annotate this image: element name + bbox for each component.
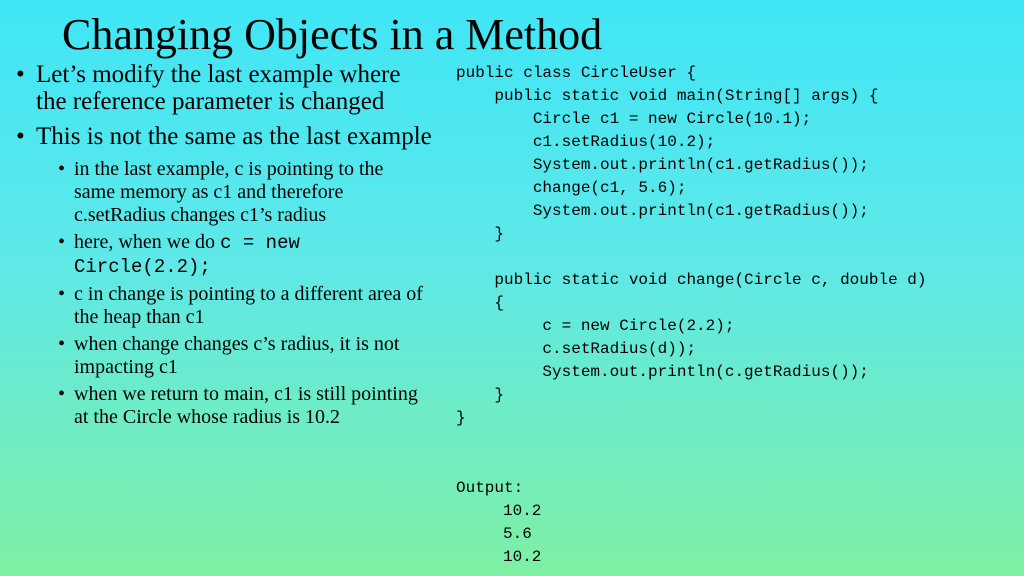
sub-bullet-item [16,158,424,227]
sub-bullet-text: when change changes c’s radius, it is not impacting c1 [74,333,400,378]
bullet-text: This is not the same as the last example [36,123,432,150]
bullet-list [16,61,436,433]
slide-title: Changing Objects in a Method [62,10,603,59]
code-line: } [456,225,505,243]
bullet-dot-icon: • [58,283,66,305]
sub-bullet-text: when we return to main, c1 is still pointing at the Circle whose radius is 10.2 [74,383,418,428]
bullet-dot-icon: • [58,383,66,405]
bullet-dot-icon: • [16,61,25,88]
bullet-item [16,61,436,115]
bullet-dot-icon: • [58,231,66,253]
code-line: Circle c1 = new Circle(10.1); [456,110,812,128]
bullet-dot-icon: • [58,158,66,180]
code-line: c1.setRadius(10.2); [456,133,716,151]
sub-bullet-text: c in change is pointing to a different area of the heap than c1 [74,283,423,328]
code-line: { [456,294,505,312]
bullet-dot-icon: • [16,123,25,150]
code-line: } [456,409,466,427]
sub-bullet-item [16,333,424,379]
code-line: System.out.println(c.getRadius()); [456,363,869,381]
sub-bullet-text: here, when we do [74,231,221,253]
inline-code: c = new Circle(2.2); [74,232,300,278]
code-line: } [456,386,505,404]
code-line: public class CircleUser { [456,64,697,82]
code-line: change(c1, 5.6); [456,179,687,197]
sub-bullet-item [16,283,424,329]
sub-bullet-list [16,158,436,429]
code-line: c = new Circle(2.2); [456,317,735,335]
sub-bullet-item [16,231,424,279]
output-value: 10.2 [503,502,542,520]
code-line: c.setRadius(d)); [456,340,697,358]
output-block [456,477,541,569]
bullet-item [16,123,436,150]
output-value: 10.2 [503,548,542,566]
code-line: System.out.println(c1.getRadius()); [456,156,869,174]
bullet-text: Let’s modify the last example where the reference parameter is changed [36,61,401,115]
sub-bullet-text: in the last example, c is pointing to the same memory as c1 and therefore c.setRadius changes c1’s radius [74,158,384,226]
code-block [456,62,926,430]
code-line: public static void change(Circle c, double d) [456,271,927,289]
output-value: 5.6 [503,525,532,543]
sub-bullet-item [16,383,424,429]
bullet-dot-icon: • [58,333,66,355]
code-line: public static void main(String[] args) { [456,87,879,105]
code-line: System.out.println(c1.getRadius()); [456,202,869,220]
output-label: Output: [456,479,524,497]
